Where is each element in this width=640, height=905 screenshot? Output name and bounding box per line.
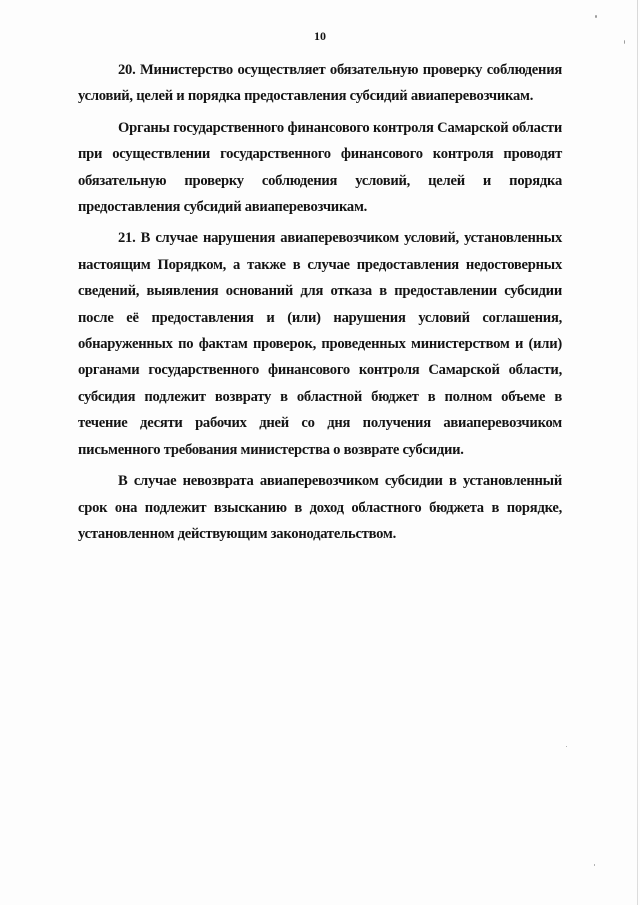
paragraph-control-bodies: Органы государственного финансового контроля Самарской области при осуществлении государственного финансового контроля проводят обязательную проверку соблюдения условий, целей и порядка предоставления субсидий авиаперевозчикам. — [78, 119, 562, 216]
scan-edge-shadow — [637, 0, 638, 905]
page-number: 10 — [314, 29, 326, 43]
paragraph-20: 20. Министерство осуществляет обязательную проверку соблюдения условий, целей и порядка предоставления субсидий авиаперевозчикам. — [78, 62, 562, 105]
scan-speck — [594, 864, 595, 866]
scan-speck — [566, 746, 567, 747]
document-body — [78, 57, 562, 547]
scan-speck — [595, 15, 597, 18]
paragraph-non-return: В случае невозврата авиаперевозчиком субсидии в установленный срок она подлежит взысканию в доход областного бюджета в порядке, установленном действующим законодательством. — [78, 473, 562, 542]
paragraph-21: 21. В случае нарушения авиаперевозчиком условий, установленных настоящим Порядком, а также в случае предоставления недостоверных сведений, выявления оснований для отказа в предоставлении субсидии после её предоставления и (или) нарушения условий соглашения, обнаруженных по фактам проверок, проведенных министерством и (или) органами государственного финансового контроля Самарской области, субсидия подлежит возврату в областной бюджет в полном объеме в течение десяти рабочих дней со дня получения авиаперевозчиком письменного требования министерства о возврате субсидии. — [78, 230, 562, 458]
